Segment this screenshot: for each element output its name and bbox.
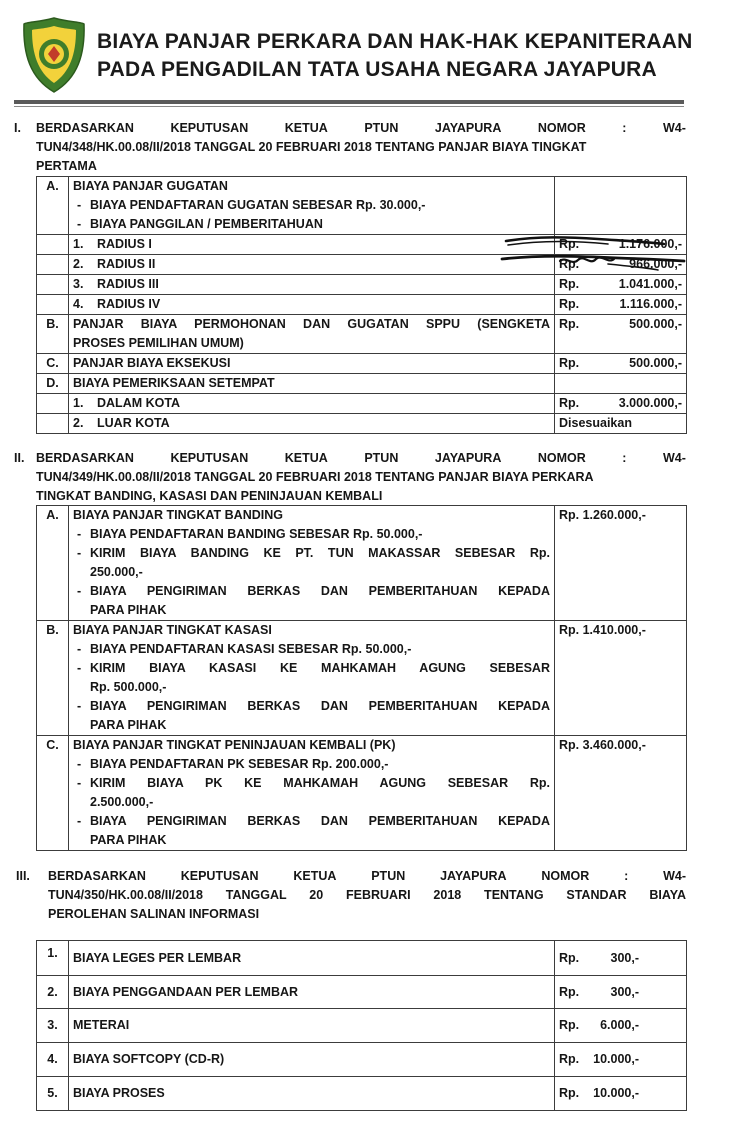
row-amount: Disesuaikan <box>555 414 687 434</box>
row-amount: Rp. 300,- <box>559 984 639 999</box>
section-1-table <box>36 176 687 434</box>
row-amount: Rp. 300,- <box>559 950 639 965</box>
row-amount: Rp. 966.000,- <box>559 257 682 271</box>
table-row: 2. LUAR KOTA Disesuaikan <box>37 414 687 434</box>
row-amount <box>555 177 687 235</box>
table-row: B. PANJAR BIAYA PERMOHONAN DAN GUGATAN SPPU (SENGKETA PROSES PEMILIHAN UMUM) Rp. 500.000,- <box>37 315 687 354</box>
section-3-line-2: TUN4/350/HK.00.08/II/2018 TANGGAL 20 FEBRUARI 2018 TENTANG STANDAR BIAYA <box>48 888 686 902</box>
header-rule-thin <box>14 106 684 107</box>
section-1-number: I. <box>14 121 21 135</box>
table-row: 1. DALAM KOTA Rp. 3.000.000,- <box>37 394 687 414</box>
page-title-line-1: BIAYA PANJAR PERKARA DAN HAK-HAK KEPANITERAAN <box>97 30 693 53</box>
page-title <box>97 28 693 84</box>
row-description: BIAYA PANJAR GUGATAN - BIAYA PENDAFTARAN GUGATAN SEBESAR Rp. 30.000,- - BIAYA PANGGILAN / PEMBERITAHUAN <box>69 177 555 235</box>
section-1-heading <box>14 119 686 176</box>
section-3-line-3: PEROLEHAN SALINAN INFORMASI <box>48 907 260 921</box>
row-amount: Rp. 6.000,- <box>559 1018 639 1032</box>
table-row: C. BIAYA PANJAR TINGKAT PENINJAUAN KEMBALI (PK) - BIAYA PENDAFTARAN PK SEBESAR Rp. 200.000,- - KIRIM BIAYA PK KE MAHKAMAH AGUNG SEBESAR Rp. 2.500.000,- - BIAYA PENGIRIMAN BERKAS DAN PEMBERITAHUAN KEPADA PARA PIHAK Rp. 3.460.000,- <box>37 736 687 851</box>
section-1-line-3: PERTAMA <box>36 159 97 173</box>
section-3-heading <box>16 867 686 924</box>
section-2-heading <box>14 449 686 506</box>
page-title-line-2: PADA PENGADILAN TATA USAHA NEGARA JAYAPURA <box>97 58 657 81</box>
table-row: 1. BIAYA LEGES PER LEMBAR Rp. 300,- <box>37 941 687 976</box>
row-amount: Rp. 500.000,- <box>559 317 682 331</box>
table-row: B. BIAYA PANJAR TINGKAT KASASI - BIAYA PENDAFTARAN KASASI SEBESAR Rp. 50.000,- - KIRIM BIAYA KASASI KE MAHKAMAH AGUNG SEBESAR Rp. 500.000,- - BIAYA PENGIRIMAN BERKAS DAN PEMBERITAHUAN KEPADA PARA PIHAK Rp. 1.410.000,- <box>37 621 687 736</box>
section-2-number: II. <box>14 451 25 465</box>
table-row: 2. RADIUS II Rp. 966.000,- <box>37 255 687 275</box>
table-row: 1. RADIUS I Rp. 1.176.000,- <box>37 235 687 255</box>
row-amount: Rp. 500.000,- <box>559 356 682 370</box>
table-row: 4. BIAYA SOFTCOPY (CD-R) Rp. 10.000,- <box>37 1043 687 1077</box>
table-row: C. PANJAR BIAYA EKSEKUSI Rp. 500.000,- <box>37 354 687 374</box>
table-row: 5. BIAYA PROSES Rp. 10.000,- <box>37 1077 687 1111</box>
row-letter: A. <box>37 177 69 235</box>
section-2-table <box>36 505 687 851</box>
section-3-number: III. <box>16 869 30 883</box>
row-amount: Rp. 1.116.000,- <box>559 297 682 311</box>
section-2-line-1: BERDASARKAN KEPUTUSAN KETUA PTUN JAYAPURA NOMOR : W4- <box>36 451 686 465</box>
table-row: 3. METERAI Rp. 6.000,- <box>37 1009 687 1043</box>
row-amount: Rp. 1.176.000,- <box>559 237 682 251</box>
table-row <box>37 177 687 235</box>
table-row: 2. BIAYA PENGGANDAAN PER LEMBAR Rp. 300,- <box>37 976 687 1009</box>
row-amount: Rp. 10.000,- <box>559 1086 639 1100</box>
row-amount: Rp. 3.000.000,- <box>559 396 682 410</box>
section-1-line-2: TUN4/348/HK.00.08/II/2018 TANGGAL 20 FEBRUARI 2018 TENTANG PANJAR BIAYA TINGKAT <box>36 140 587 154</box>
table-row: 4. RADIUS IV Rp. 1.116.000,- <box>37 295 687 315</box>
section-1-line-1: BERDASARKAN KEPUTUSAN KETUA PTUN JAYAPURA NOMOR : W4- <box>36 121 686 135</box>
strikethrough-scribble-icon <box>498 228 688 278</box>
row-amount: Rp. 3.460.000,- <box>555 736 687 851</box>
table-row: 3. RADIUS III Rp. 1.041.000,- <box>37 275 687 295</box>
row-amount: Rp. 10.000,- <box>559 1052 639 1066</box>
section-2-line-2: TUN4/349/HK.00.08/II/2018 TANGGAL 20 FEBRUARI 2018 TENTANG PANJAR BIAYA PERKARA <box>36 470 594 484</box>
row-amount: Rp. 1.041.000,- <box>559 277 682 291</box>
row-amount: Rp. 1.410.000,- <box>555 621 687 736</box>
row-amount: Rp. 1.260.000,- <box>555 506 687 621</box>
court-emblem-icon <box>22 16 86 94</box>
table-row: D. BIAYA PEMERIKSAAN SETEMPAT <box>37 374 687 394</box>
section-3-table <box>36 940 687 1111</box>
section-2-line-3: TINGKAT BANDING, KASASI DAN PENINJAUAN KEMBALI <box>36 489 383 503</box>
section-3-line-1: BERDASARKAN KEPUTUSAN KETUA PTUN JAYAPURA NOMOR : W4- <box>48 869 686 883</box>
header-rule-thick <box>14 100 684 104</box>
table-row: A. BIAYA PANJAR TINGKAT BANDING - BIAYA PENDAFTARAN BANDING SEBESAR Rp. 50.000,- - KIRIM BIAYA BANDING KE PT. TUN MAKASSAR SEBESAR Rp. 250.000,- - BIAYA PENGIRIMAN BERKAS DAN PEMBERITAHUAN KEPADA PARA PIHAK Rp. 1.260.000,- <box>37 506 687 621</box>
